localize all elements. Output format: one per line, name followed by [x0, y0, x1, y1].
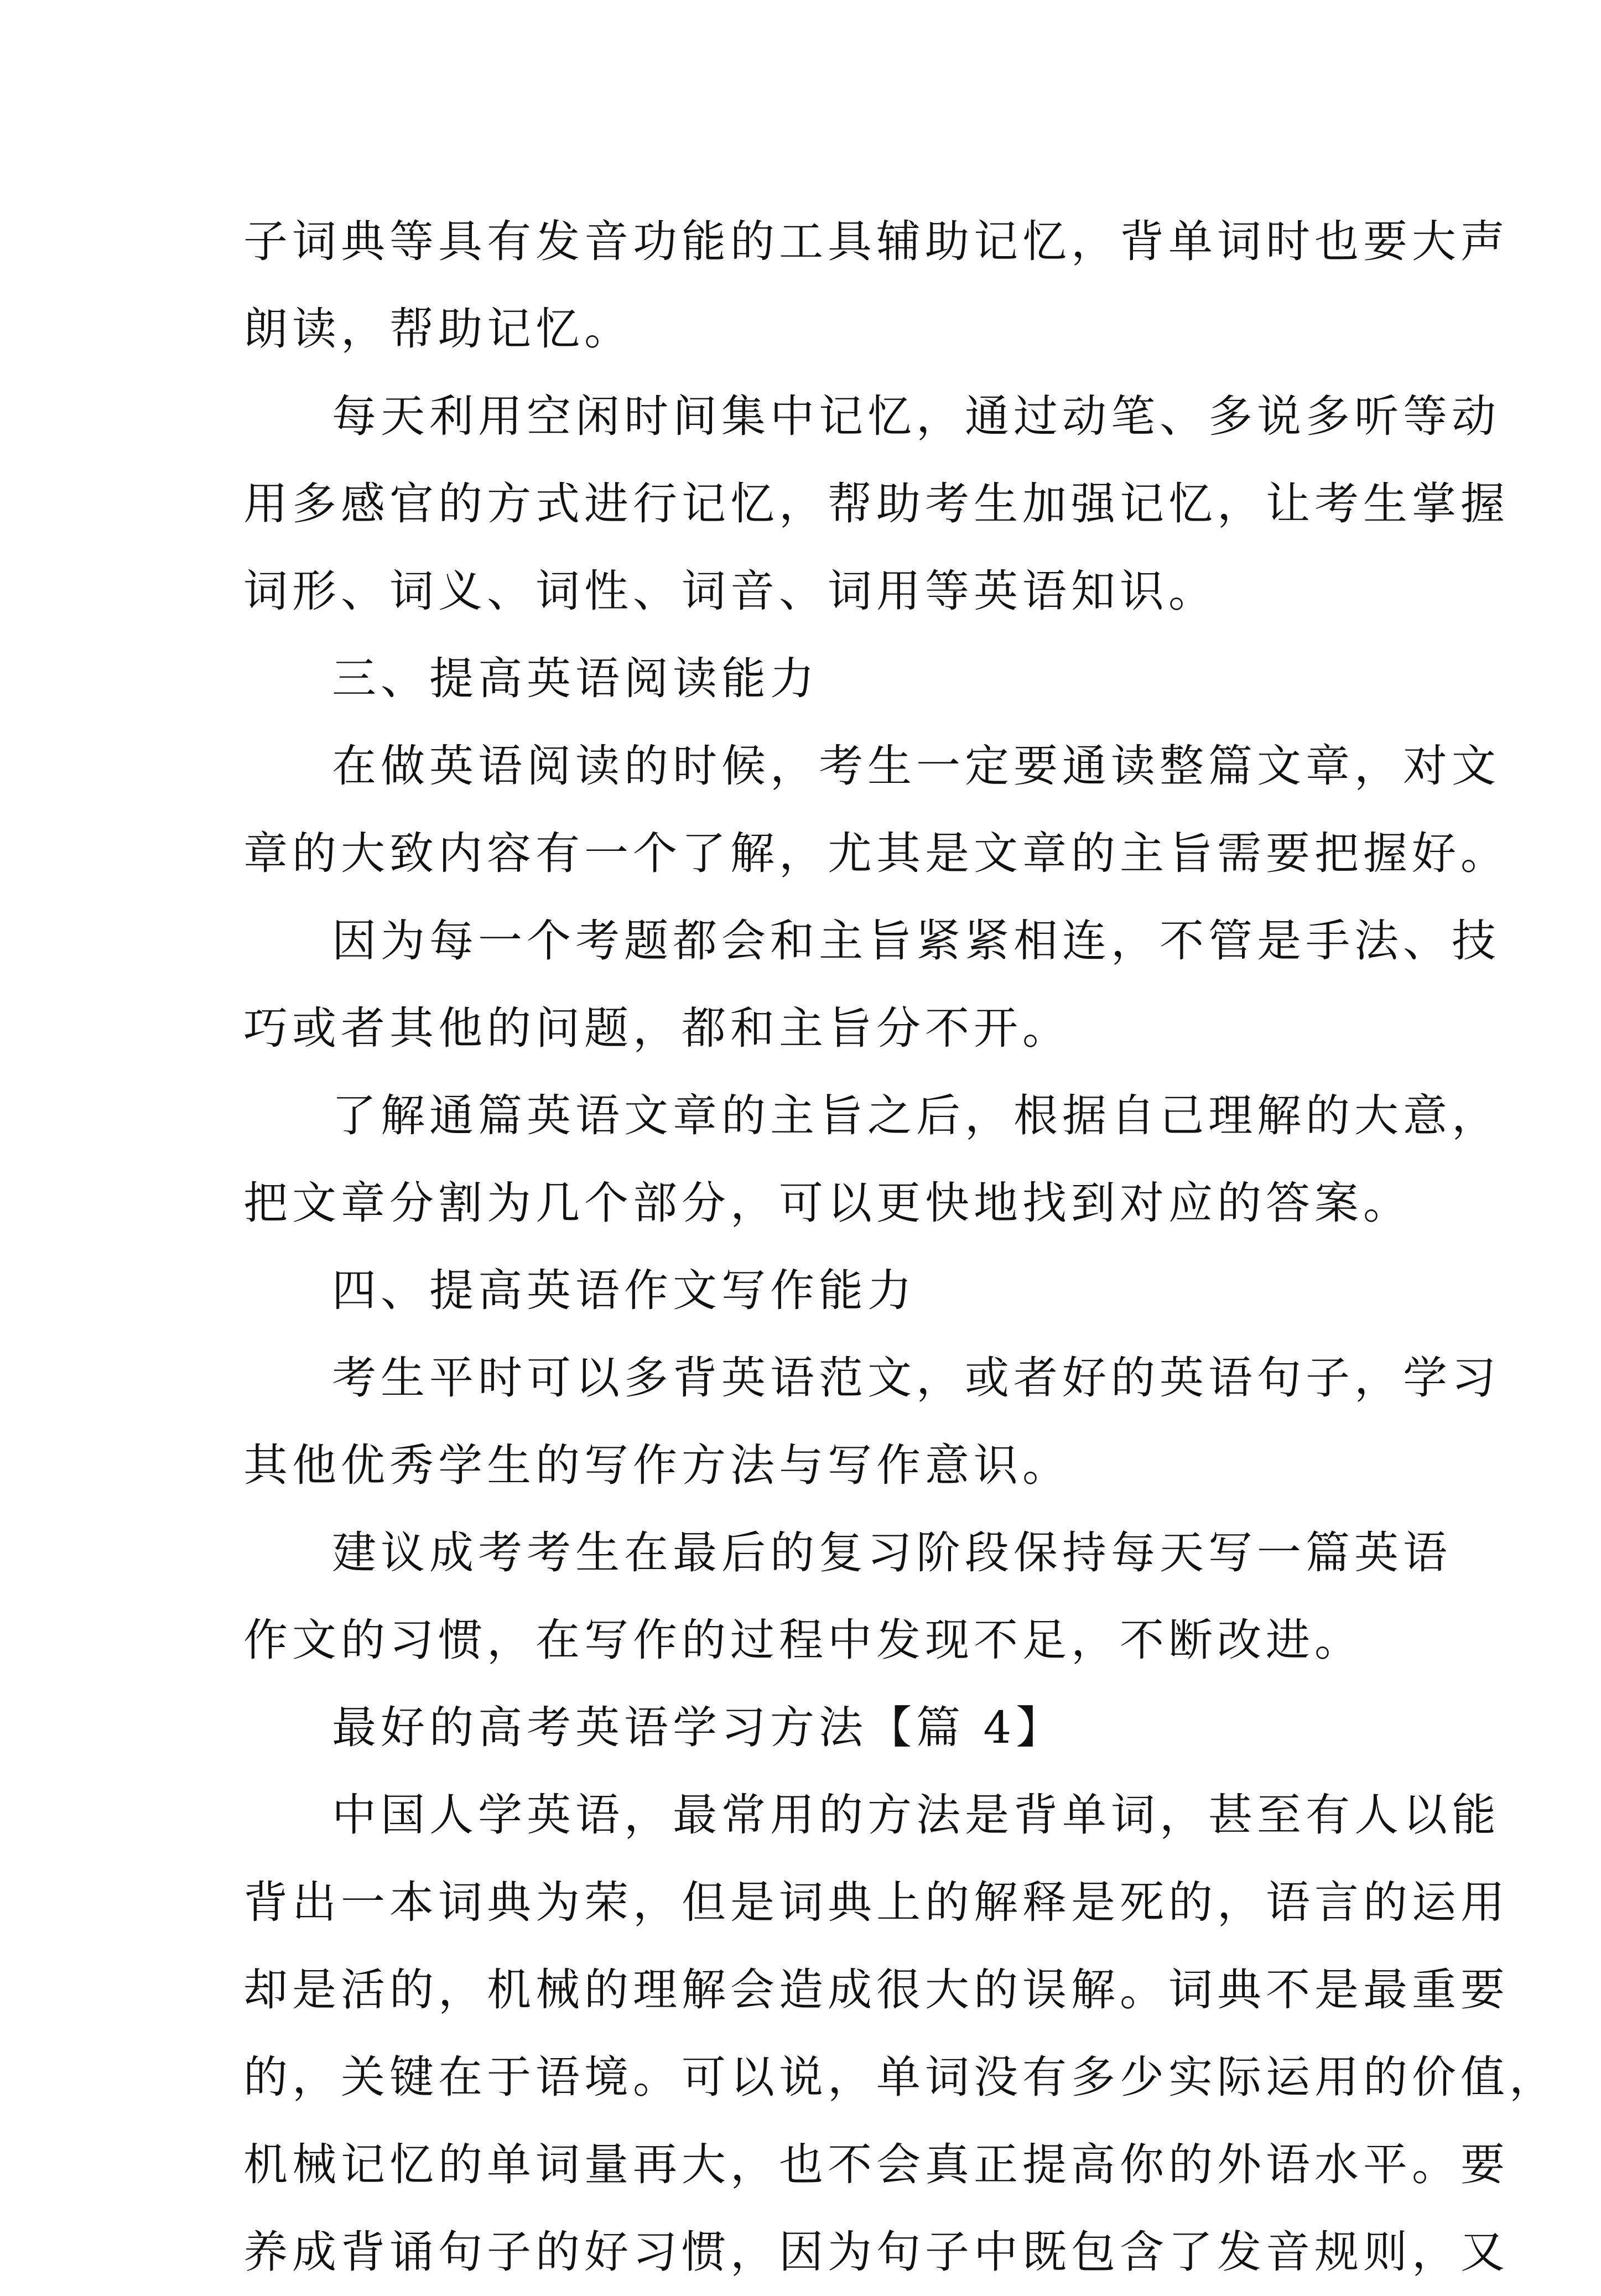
text-line: 词形、词义、词性、词音、词用等英语知识。 — [243, 565, 1217, 617]
text-line: 用多感官的方式进行记忆，帮助考生加强记忆，让考生掌握 — [243, 478, 1509, 529]
text-line: 机械记忆的单词量再大，也不会真正提高你的外语水平。要 — [243, 2139, 1509, 2190]
text-line: 考生平时可以多背英语范文，或者好的英语句子，学习 — [332, 1352, 1500, 1404]
text-line: 中国人学英语，最常用的方法是背单词，甚至有人以能 — [332, 1789, 1500, 1841]
text-line: 每天利用空闲时间集中记忆，通过动笔、多说多听等动 — [332, 391, 1500, 442]
text-line: 其他优秀学生的写作方法与写作意识。 — [243, 1440, 1071, 1491]
text-line: 在做英语阅读的时候，考生一定要通读整篇文章，对文 — [332, 740, 1500, 792]
text-line: 巧或者其他的问题，都和主旨分不开。 — [243, 1002, 1071, 1054]
text-line: 了解通篇英语文章的主旨之后，根据自己理解的大意， — [332, 1090, 1500, 1141]
text-line: 章的大致内容有一个了解，尤其是文章的主旨需要把握好。 — [243, 828, 1509, 879]
text-line: 却是活的，机械的理解会造成很大的误解。词典不是最重要 — [243, 1964, 1509, 2016]
section-heading: 最好的高考英语学习方法【篇 4】 — [332, 1702, 1065, 1753]
text-line: 背出一本词典为荣，但是词典上的解释是死的，语言的运用 — [243, 1877, 1509, 1928]
text-line: 朗读，帮助记忆。 — [243, 303, 633, 355]
document-body — [243, 198, 1558, 2296]
text-line: 子词典等具有发音功能的工具辅助记忆，背单词时也要大声 — [243, 216, 1509, 267]
text-line: 养成背诵句子的好习惯，因为句子中既包含了发音规则，又 — [243, 2226, 1509, 2278]
text-line: 作文的习惯，在写作的过程中发现不足，不断改进。 — [243, 1614, 1363, 1666]
text-line: 因为每一个考题都会和主旨紧紧相连，不管是手法、技 — [332, 915, 1500, 967]
section-heading: 四、提高英语作文写作能力 — [332, 1265, 916, 1316]
text-line: 把文章分割为几个部分，可以更快地找到对应的答案。 — [243, 1177, 1412, 1229]
section-heading: 三、提高英语阅读能力 — [332, 653, 819, 704]
text-line: 建议成考考生在最后的复习阶段保持每天写一篇英语 — [332, 1527, 1452, 1578]
text-line: 的，关键在于语境。可以说，单词没有多少实际运用的价值， — [243, 2051, 1558, 2103]
